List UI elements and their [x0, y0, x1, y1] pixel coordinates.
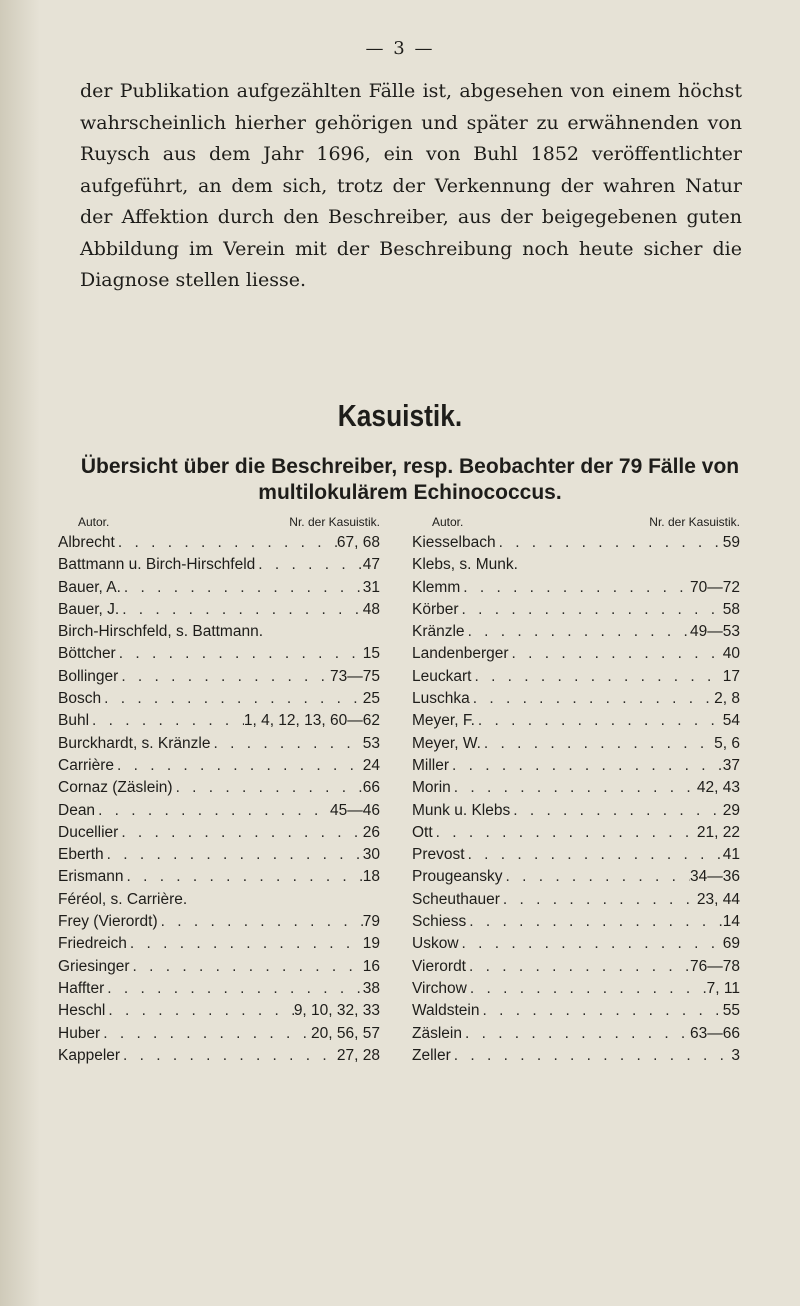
column-header-left	[58, 512, 380, 532]
dot-leader	[114, 755, 363, 777]
header-number: Nr. der Kasuistik.	[289, 515, 380, 529]
case-numbers: 73—75	[330, 667, 380, 685]
case-numbers: 31	[362, 578, 380, 596]
list-item	[412, 933, 740, 955]
author-name: Ott	[412, 823, 433, 841]
dot-leader	[500, 889, 697, 911]
author-name: Haffter	[58, 979, 105, 997]
list-item	[58, 621, 380, 643]
list-item	[412, 755, 740, 777]
dot-leader	[451, 1045, 732, 1067]
list-item	[412, 1045, 740, 1067]
header-author: Autor.	[78, 515, 110, 529]
case-numbers: 66	[362, 779, 380, 797]
list-item	[58, 733, 380, 755]
dot-leader	[460, 577, 690, 599]
author-name: Kappeler	[58, 1046, 121, 1064]
dot-leader	[116, 643, 363, 665]
dot-leader	[471, 666, 722, 688]
case-numbers: 24	[362, 756, 380, 774]
section-heading: Kasuistik.	[337, 398, 463, 433]
dot-leader	[104, 844, 363, 866]
list-item	[58, 933, 380, 955]
dot-leader	[433, 822, 697, 844]
intro-paragraph: der Publikation aufgezählten Fälle ist, abgesehen von einem höchst wahrscheinlich hierher gehörigen und später zu erwähnenden von Ruysch aus dem Jahr 1696, ein von Buhl 1852 veröffentlichter aufgeführt, an dem sich, trotz der Verkennung der wahren Natur der Affektion durch den Beschreiber, aus der beigegebenen guten Abbildung im Verein mit der Beschreibung noch heute sicher die Diagnose stellen liesse.	[80, 80, 742, 291]
list-item	[412, 1023, 740, 1045]
author-name: Miller	[412, 756, 450, 774]
author-name: Eberth	[58, 846, 104, 864]
dot-leader	[119, 599, 363, 621]
list-item	[58, 599, 380, 621]
author-name: Klemm	[412, 578, 461, 596]
case-numbers: 21, 22	[696, 823, 740, 841]
dot-leader	[451, 777, 697, 799]
dot-leader	[89, 710, 244, 732]
author-column-left	[58, 512, 380, 1067]
list-item	[412, 844, 740, 866]
dot-leader	[475, 710, 723, 732]
dot-leader	[158, 911, 363, 933]
dot-leader	[465, 844, 723, 866]
author-name: Virchow	[412, 979, 467, 997]
dot-leader	[510, 800, 723, 822]
list-item	[412, 577, 740, 599]
author-name: Vierordt	[412, 957, 466, 975]
author-name: Bauer, J.	[58, 600, 120, 618]
list-item	[58, 800, 380, 822]
list-item	[412, 889, 740, 911]
author-name: Friedreich	[58, 935, 127, 953]
dot-leader	[123, 866, 362, 888]
list-item	[58, 554, 380, 576]
list-item	[412, 866, 740, 888]
list-item	[58, 755, 380, 777]
author-name: Ducellier	[58, 823, 119, 841]
list-item	[412, 956, 740, 978]
case-numbers: 3	[731, 1046, 740, 1064]
dot-leader	[481, 733, 714, 755]
list-item	[58, 956, 380, 978]
dot-leader	[466, 956, 690, 978]
list-item	[58, 710, 380, 732]
case-numbers: 15	[362, 645, 380, 663]
case-numbers: 45—46	[330, 801, 380, 819]
case-numbers: 29	[722, 801, 740, 819]
author-name: Landenberger	[412, 645, 509, 663]
page-number: — 3 —	[365, 38, 435, 59]
dot-leader	[479, 1000, 722, 1022]
case-numbers: 53	[362, 734, 380, 752]
header-number: Nr. der Kasuistik.	[649, 515, 740, 529]
case-numbers: 1, 4, 12, 13, 60—62	[243, 712, 380, 730]
dot-leader	[496, 532, 723, 554]
author-name: Scheuthauer	[412, 890, 500, 908]
list-item	[58, 889, 380, 911]
author-name: Bollinger	[58, 667, 119, 685]
author-name: Heschl	[58, 1002, 106, 1020]
dot-leader	[459, 933, 723, 955]
case-numbers: 30	[362, 846, 380, 864]
list-item	[58, 844, 380, 866]
author-name: Zäslein	[412, 1024, 462, 1042]
author-name: Huber	[58, 1024, 101, 1042]
header-author: Autor.	[432, 515, 464, 529]
list-item	[58, 666, 380, 688]
list-item	[412, 599, 740, 621]
author-name: Burckhardt, s. Kränzle	[58, 734, 211, 752]
list-item	[412, 532, 740, 554]
case-numbers: 20, 56, 57	[311, 1024, 380, 1042]
case-numbers: 9, 10, 32, 33	[293, 1002, 380, 1020]
dot-leader	[465, 621, 690, 643]
list-item	[58, 1023, 380, 1045]
list-item	[412, 1000, 740, 1022]
case-numbers: 49—53	[690, 623, 740, 641]
list-item	[412, 733, 740, 755]
case-numbers: 48	[362, 600, 380, 618]
dot-leader	[502, 866, 690, 888]
case-numbers: 16	[362, 957, 380, 975]
case-numbers: 26	[362, 823, 380, 841]
author-name: Schiess	[412, 913, 467, 931]
dot-leader	[470, 688, 714, 710]
author-name: Buhl	[58, 712, 90, 730]
author-name: Leuckart	[412, 667, 472, 685]
dot-leader	[121, 577, 363, 599]
author-name: Luschka	[412, 690, 470, 708]
list-item	[58, 911, 380, 933]
list-item	[58, 978, 380, 1000]
case-numbers: 5, 6	[714, 734, 740, 752]
author-name: Griesinger	[58, 957, 130, 975]
list-item	[412, 800, 740, 822]
list-item	[412, 978, 740, 1000]
author-name: Körber	[412, 600, 459, 618]
author-name: Kiesselbach	[412, 534, 496, 551]
list-item	[412, 643, 740, 665]
case-numbers: 47	[362, 556, 380, 574]
author-name: Prevost	[412, 846, 465, 864]
dot-leader	[255, 554, 362, 576]
dot-leader	[509, 643, 723, 665]
list-item	[58, 1000, 380, 1022]
dot-leader	[127, 933, 363, 955]
dot-leader	[120, 1045, 337, 1067]
author-name: Munk u. Klebs	[412, 801, 511, 819]
author-name: Waldstein	[412, 1002, 480, 1020]
author-name: Uskow	[412, 935, 459, 953]
list-item	[412, 554, 740, 576]
author-name: Zeller	[412, 1046, 451, 1064]
case-numbers: 2, 8	[714, 690, 740, 708]
case-numbers: 63—66	[690, 1024, 740, 1042]
dot-leader	[118, 822, 362, 844]
author-name: Dean	[58, 801, 96, 819]
list-item	[58, 1045, 380, 1067]
list-item	[58, 577, 380, 599]
author-name: Féréol, s. Carrière.	[58, 890, 188, 908]
author-name: Carrière	[58, 756, 114, 774]
dot-leader	[118, 666, 330, 688]
dot-leader	[95, 800, 330, 822]
dot-leader	[130, 956, 363, 978]
list-item	[412, 621, 740, 643]
column-header-right	[412, 512, 740, 532]
case-numbers: 69	[722, 935, 740, 953]
case-numbers: 17	[722, 667, 740, 685]
case-numbers: 41	[722, 846, 740, 864]
author-name: Klebs, s. Munk.	[412, 556, 518, 574]
dot-leader	[466, 911, 722, 933]
case-numbers: 79	[362, 913, 380, 931]
list-item	[412, 666, 740, 688]
case-numbers: 59	[722, 534, 740, 551]
author-name: Morin	[412, 779, 451, 797]
list-item	[58, 532, 380, 554]
dot-leader	[210, 733, 362, 755]
case-numbers: 37	[722, 756, 740, 774]
author-name: Prougeansky	[412, 868, 503, 886]
author-name: Battmann u. Birch-Hirschfeld	[58, 556, 256, 574]
entry-list-right	[412, 532, 740, 1067]
case-numbers: 14	[722, 913, 740, 931]
author-column-right	[412, 512, 740, 1067]
case-numbers: 25	[362, 690, 380, 708]
author-name: Bauer, A.	[58, 578, 121, 596]
dot-leader	[449, 755, 723, 777]
case-numbers: 42, 43	[696, 779, 740, 797]
dot-leader	[467, 978, 707, 1000]
list-item	[412, 822, 740, 844]
list-item	[412, 911, 740, 933]
author-name: Meyer, F.	[412, 712, 475, 730]
author-name: Erismann	[58, 868, 124, 886]
author-name: Bosch	[58, 690, 102, 708]
page-edge-shadow	[0, 0, 40, 1306]
list-item	[58, 688, 380, 710]
case-numbers: 54	[722, 712, 740, 730]
author-name: Birch-Hirschfeld, s. Battmann.	[58, 623, 264, 641]
case-numbers: 76—78	[690, 957, 740, 975]
case-numbers: 23, 44	[696, 890, 740, 908]
case-numbers: 40	[722, 645, 740, 663]
author-name: Kränzle	[412, 623, 465, 641]
dot-leader	[100, 1023, 311, 1045]
list-item	[58, 822, 380, 844]
list-item	[412, 710, 740, 732]
case-numbers: 38	[362, 979, 380, 997]
author-name: Albrecht	[58, 534, 115, 551]
author-name: Cornaz (Zäslein)	[58, 779, 173, 797]
list-item	[58, 643, 380, 665]
dot-leader	[105, 1000, 293, 1022]
case-numbers: 70—72	[690, 578, 740, 596]
dot-leader	[104, 978, 363, 1000]
dot-leader	[459, 599, 723, 621]
case-numbers: 18	[362, 868, 380, 886]
list-item	[58, 777, 380, 799]
case-numbers: 55	[722, 1002, 740, 1020]
case-numbers: 7, 11	[706, 979, 740, 997]
table-subtitle: Übersicht über die Beschreiber, resp. Beobachter der 79 Fälle von multilokulärem Echinococcus.	[80, 455, 740, 504]
list-item	[412, 688, 740, 710]
dot-leader	[115, 532, 337, 554]
dot-leader	[462, 1023, 690, 1045]
list-item	[412, 777, 740, 799]
dot-leader	[173, 777, 363, 799]
case-numbers: 34—36	[690, 868, 740, 886]
author-name: Böttcher	[58, 645, 116, 663]
entry-list-left	[58, 532, 380, 1067]
case-numbers: 19	[362, 935, 380, 953]
author-name: Meyer, W.	[412, 734, 481, 752]
case-numbers: 58	[722, 600, 740, 618]
case-numbers: 67, 68	[336, 534, 380, 551]
author-name: Frey (Vierordt)	[58, 913, 158, 931]
dot-leader	[101, 688, 363, 710]
list-item	[58, 866, 380, 888]
case-numbers: 27, 28	[336, 1046, 380, 1064]
